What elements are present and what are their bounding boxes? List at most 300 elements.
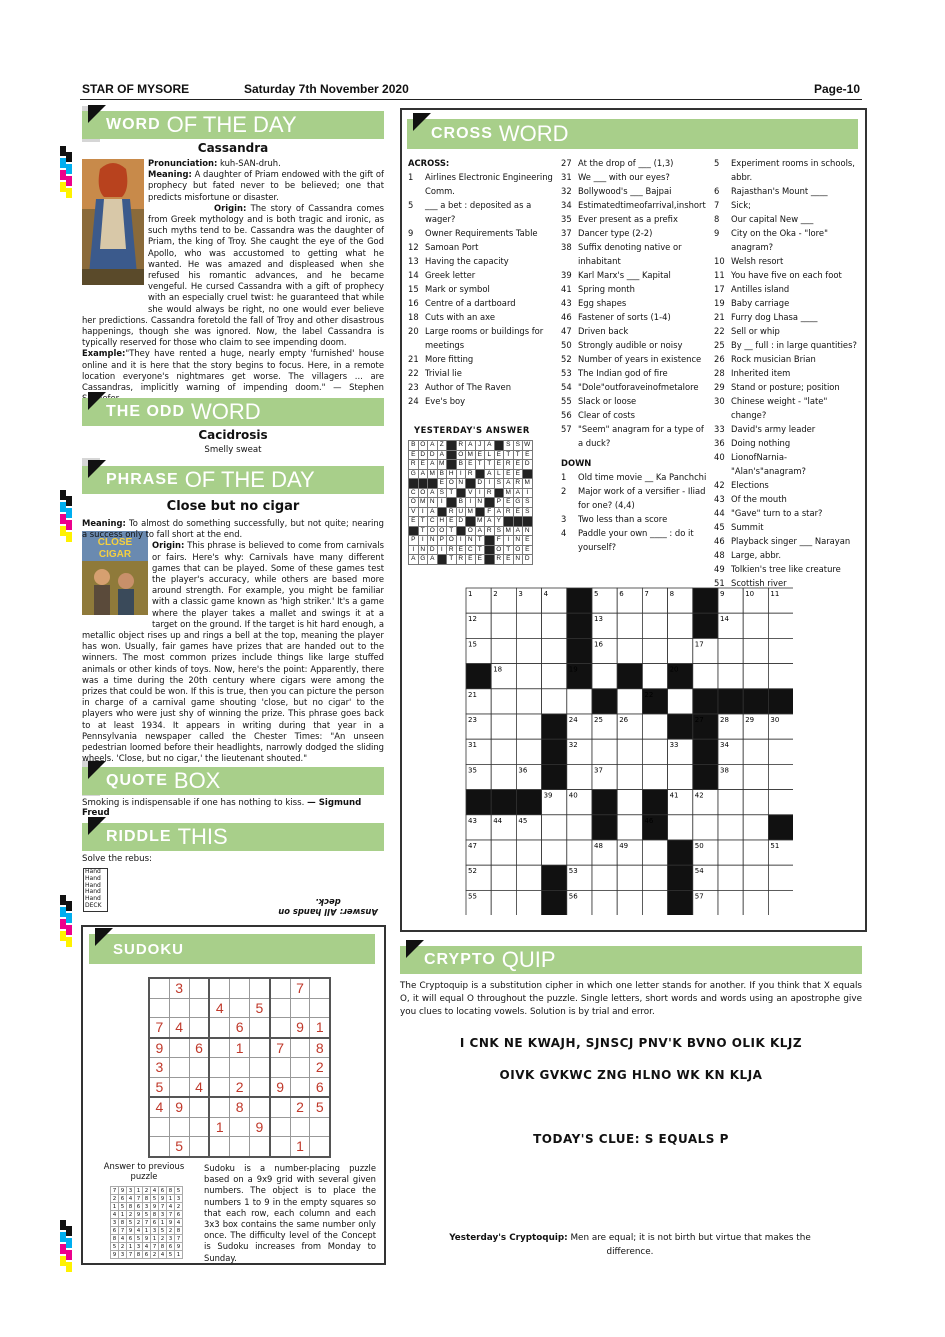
sudoku-cell[interactable] <box>310 1117 330 1137</box>
crossword-cell-number: 6 <box>619 590 624 598</box>
crossword-cell[interactable] <box>743 890 768 915</box>
sudoku-cell[interactable]: 8 <box>310 1038 330 1058</box>
sudoku-banner: SUDOKU <box>89 934 375 964</box>
sudoku-cell[interactable]: 7 <box>270 1038 290 1058</box>
sudoku-cell[interactable] <box>230 1137 250 1157</box>
cryptoquip-clue: TODAY'S CLUE: S EQUALS P <box>533 1132 729 1146</box>
sudoku-cell[interactable] <box>270 978 290 998</box>
sudoku-cell[interactable] <box>290 1117 310 1137</box>
yesterday-cell: T <box>447 488 457 498</box>
yesterday-cell: A <box>485 517 495 527</box>
crossword-cell[interactable] <box>592 890 617 915</box>
sudoku-cell[interactable] <box>270 1058 290 1078</box>
yesterday-cell: R <box>513 479 523 489</box>
yesterday-cell: V <box>409 507 419 517</box>
crossword-cell[interactable] <box>542 840 567 865</box>
crossword-cell-number: 53 <box>568 867 578 876</box>
crossword-cell[interactable] <box>668 689 693 714</box>
sudoku-cell[interactable]: 9 <box>169 1097 189 1117</box>
sudoku-grid[interactable] <box>148 977 331 1158</box>
sudoku-cell[interactable]: 7 <box>149 1018 169 1038</box>
yesterday-cell: Y <box>494 517 504 527</box>
clue <box>714 506 859 520</box>
cryptoquip-line2: OIVK GVKWC ZNG HLNO WK KN KLJA <box>499 1068 763 1082</box>
yesterday-cell: T <box>475 460 485 470</box>
sudoku-cell[interactable]: 1 <box>290 1137 310 1157</box>
crossword-black-cell <box>718 689 743 714</box>
yesterday-crossword <box>408 440 533 565</box>
crossword-cell[interactable] <box>642 613 667 638</box>
crossword-cell[interactable] <box>516 840 541 865</box>
crossword-cell[interactable] <box>567 840 592 865</box>
crossword-cell[interactable] <box>642 714 667 739</box>
crossword-cell[interactable] <box>567 764 592 789</box>
clue-text: Antilles island <box>731 284 790 294</box>
clue <box>408 282 558 296</box>
cryptoquip-banner: CRYPTO QUIP <box>400 946 862 974</box>
sudoku-cell[interactable] <box>290 1038 310 1058</box>
prev-sudoku-cell: 9 <box>111 1251 119 1259</box>
yesterday-cell: I <box>456 536 466 546</box>
crossword-cell[interactable] <box>542 664 567 689</box>
yesterday-cell: T <box>504 450 514 460</box>
sudoku-cell[interactable] <box>270 1117 290 1137</box>
sudoku-cell[interactable] <box>230 1117 250 1137</box>
prev-sudoku-cell: 4 <box>135 1227 143 1235</box>
rebus-box <box>83 868 108 912</box>
crossword-black-cell <box>542 714 567 739</box>
crossword-cell[interactable] <box>617 865 642 890</box>
crossword-cell[interactable] <box>718 890 743 915</box>
clue-text: Eve's boy <box>425 396 466 406</box>
yesterday-cell: N <box>475 498 485 508</box>
sudoku-cell[interactable] <box>149 998 169 1018</box>
clue <box>561 338 709 352</box>
crossword-cell[interactable] <box>642 865 667 890</box>
crossword-cell-number: 14 <box>720 615 729 624</box>
crossword-black-cell <box>567 588 592 613</box>
crossword-cell[interactable] <box>743 739 768 764</box>
crossword-cell[interactable] <box>592 865 617 890</box>
yesterday-cell <box>466 479 476 489</box>
sudoku-cell[interactable] <box>209 1097 229 1117</box>
sudoku-cell[interactable]: 5 <box>149 1077 169 1097</box>
clue <box>408 352 558 366</box>
crossword-cell-number: 38 <box>720 766 729 775</box>
clue-text: The Indian god of fire <box>578 368 668 378</box>
riddle-banner: RIDDLE THIS <box>82 823 384 851</box>
sudoku-cell[interactable] <box>249 1137 269 1157</box>
clue <box>714 184 859 198</box>
clue-number: 35 <box>561 214 572 224</box>
crossword-grid[interactable] <box>465 587 793 915</box>
clue-text: Bollywood's ___ Bajpai <box>578 186 672 196</box>
sudoku-cell[interactable] <box>249 1077 269 1097</box>
sudoku-cell[interactable] <box>209 1077 229 1097</box>
yesterday-cell: P <box>494 498 504 508</box>
yesterday-cell: N <box>513 555 523 565</box>
crossword-black-cell <box>668 890 693 915</box>
crossword-cell[interactable] <box>768 764 793 789</box>
clue-text: Samoan Port <box>425 242 479 252</box>
crossword-cell[interactable] <box>617 689 642 714</box>
sudoku-cell[interactable] <box>249 1018 269 1038</box>
sudoku-cell[interactable]: 4 <box>189 1077 209 1097</box>
sudoku-cell[interactable]: 2 <box>230 1077 250 1097</box>
crossword-black-cell <box>491 790 516 815</box>
rebus-word: Hand <box>85 881 101 889</box>
rebus-word: DECK <box>85 901 102 909</box>
crossword-cell[interactable] <box>642 764 667 789</box>
crossword-cell-number: 11 <box>770 590 780 598</box>
crossword-cell[interactable] <box>642 840 667 865</box>
crossword-cell[interactable] <box>768 865 793 890</box>
sudoku-cell[interactable] <box>290 1077 310 1097</box>
clue-text: Two less than a score <box>578 514 668 524</box>
yesterday-cell: A <box>428 488 438 498</box>
crossword-cell-number: 31 <box>468 741 477 750</box>
sudoku-cell[interactable] <box>189 1018 209 1038</box>
prev-sudoku-cell: 8 <box>159 1243 167 1251</box>
crossword-cell[interactable] <box>642 890 667 915</box>
crossword-cell[interactable] <box>516 689 541 714</box>
crossword-cell[interactable] <box>516 714 541 739</box>
sudoku-cell[interactable] <box>310 1137 330 1157</box>
registration-mark <box>66 901 72 911</box>
sudoku-cell[interactable] <box>230 998 250 1018</box>
crossword-cell[interactable] <box>718 815 743 840</box>
clue-number: 19 <box>714 298 725 308</box>
sudoku-cell[interactable] <box>189 1097 209 1117</box>
yesterday-cell: I <box>485 479 495 489</box>
crossword-cell[interactable] <box>768 664 793 689</box>
sudoku-cell[interactable] <box>270 1137 290 1157</box>
crossword-cell[interactable] <box>617 613 642 638</box>
crossword-cell[interactable] <box>491 840 516 865</box>
yesterday-cell: D <box>418 450 428 460</box>
sudoku-cell[interactable]: 6 <box>310 1077 330 1097</box>
clue-number: 9 <box>714 228 720 238</box>
yesterday-cell <box>494 488 504 498</box>
clue-text: Karl Marx's ___ Kapital <box>578 270 671 280</box>
clue-number: 22 <box>714 326 725 336</box>
crossword-cell[interactable] <box>617 739 642 764</box>
sudoku-cell[interactable]: 2 <box>290 1097 310 1117</box>
yesterday-cell: M <box>437 460 447 470</box>
yesterday-cell: F <box>485 507 495 517</box>
prev-sudoku-cell: 5 <box>119 1203 127 1211</box>
clue-number: 46 <box>714 536 725 546</box>
crossword-cell[interactable] <box>743 840 768 865</box>
sudoku-cell[interactable] <box>290 998 310 1018</box>
registration-mark <box>66 937 72 947</box>
yesterday-cell <box>485 545 495 555</box>
sudoku-cell[interactable] <box>209 1058 229 1078</box>
yesterday-cell: A <box>466 441 476 451</box>
sudoku-cell[interactable]: 6 <box>189 1038 209 1058</box>
sudoku-cell[interactable] <box>189 998 209 1018</box>
prev-sudoku-cell: 1 <box>119 1211 127 1219</box>
sudoku-cell[interactable] <box>209 978 229 998</box>
prev-sudoku-cell: 2 <box>143 1187 151 1195</box>
sudoku-cell[interactable]: 1 <box>209 1117 229 1137</box>
crossword-cell[interactable] <box>743 790 768 815</box>
sudoku-cell[interactable]: 9 <box>149 1038 169 1058</box>
yesterday-cell: O <box>418 488 428 498</box>
sudoku-cell[interactable]: 1 <box>230 1038 250 1058</box>
sudoku-cell[interactable] <box>189 1058 209 1078</box>
crossword-cell[interactable] <box>668 613 693 638</box>
clue-text: Chinese weight - "late" change? <box>731 396 828 420</box>
sudoku-cell[interactable] <box>209 1018 229 1038</box>
sudoku-cell[interactable] <box>189 1117 209 1137</box>
clue <box>408 324 558 352</box>
crossword-cell[interactable] <box>516 638 541 663</box>
clue-number: 1 <box>408 172 414 182</box>
crossword-cell[interactable] <box>567 689 592 714</box>
crossword-cell[interactable] <box>718 664 743 689</box>
crossword-black-cell <box>466 790 491 815</box>
sudoku-cell[interactable] <box>189 1137 209 1157</box>
sudoku-cell[interactable]: 8 <box>230 1097 250 1117</box>
yesterday-cell: T <box>513 450 523 460</box>
sudoku-cell[interactable] <box>169 1058 189 1078</box>
prev-sudoku-cell: 4 <box>167 1203 175 1211</box>
sudoku-cell[interactable]: 2 <box>310 1058 330 1078</box>
sudoku-cell[interactable] <box>169 1117 189 1137</box>
crossword-cell-number: 43 <box>468 816 477 825</box>
clue <box>561 240 709 268</box>
clue-number: 14 <box>408 270 419 280</box>
sudoku-cell[interactable] <box>290 1058 310 1078</box>
clue-text: Doing nothing <box>731 438 791 448</box>
crossword-cell[interactable] <box>516 664 541 689</box>
crossword-cell[interactable] <box>743 815 768 840</box>
crossword-cell[interactable] <box>491 890 516 915</box>
prev-sudoku-cell: 7 <box>143 1219 151 1227</box>
sudoku-cell[interactable] <box>169 1038 189 1058</box>
crossword-cell[interactable] <box>768 890 793 915</box>
crossword-cell[interactable] <box>491 689 516 714</box>
crossword-cell-number: 35 <box>468 766 477 775</box>
sudoku-cell[interactable]: 3 <box>169 978 189 998</box>
yesterday-cell: B <box>409 441 419 451</box>
crossword-cell[interactable] <box>491 638 516 663</box>
crossword-cell[interactable] <box>516 739 541 764</box>
sudoku-cell[interactable] <box>209 1038 229 1058</box>
rebus-word: Hand <box>85 868 101 875</box>
clue-text: Our capital New ___ <box>731 214 814 224</box>
clue-number: 7 <box>714 200 720 210</box>
clue <box>561 366 709 380</box>
prev-sudoku-cell: 7 <box>159 1203 167 1211</box>
crossword-cell[interactable] <box>491 739 516 764</box>
sudoku-cell[interactable]: 1 <box>310 1018 330 1038</box>
prev-sudoku-cell: 6 <box>167 1243 175 1251</box>
clue <box>561 408 709 422</box>
crossword-cell[interactable] <box>693 664 718 689</box>
sudoku-cell[interactable]: 9 <box>270 1077 290 1097</box>
crossword-cell[interactable] <box>617 890 642 915</box>
crossword-cell[interactable] <box>743 764 768 789</box>
clue-text: Suffix denoting native or inhabitant <box>578 242 682 266</box>
clue-text: Summit <box>731 522 764 532</box>
sudoku-cell[interactable]: 3 <box>149 1058 169 1078</box>
crossword-cell[interactable] <box>718 840 743 865</box>
yesterday-cell: C <box>428 517 438 527</box>
crossword-cell[interactable] <box>718 638 743 663</box>
sudoku-cell[interactable] <box>149 1137 169 1157</box>
prev-sudoku-cell: 1 <box>167 1195 175 1203</box>
sudoku-cell[interactable] <box>149 1117 169 1137</box>
sudoku-cell[interactable] <box>249 1038 269 1058</box>
clue-number: 5 <box>408 200 414 210</box>
clue-text: Trivial lie <box>425 368 462 378</box>
yesterday-cell: E <box>513 460 523 470</box>
yesterday-cell <box>513 517 523 527</box>
crossword-cell[interactable] <box>491 613 516 638</box>
clue <box>408 226 558 240</box>
sudoku-cell[interactable] <box>209 1137 229 1157</box>
yesterday-cell <box>466 517 476 527</box>
yesterday-cell <box>485 555 495 565</box>
sudoku-cell[interactable] <box>149 978 169 998</box>
sudoku-cell[interactable] <box>270 1018 290 1038</box>
yesterday-cell: O <box>437 526 447 536</box>
yesterday-cell <box>456 526 466 536</box>
yesterday-cell: M <box>466 450 476 460</box>
crossword-cell[interactable] <box>592 664 617 689</box>
clue-text: Elections <box>731 480 769 490</box>
sudoku-cell[interactable]: 5 <box>249 998 269 1018</box>
crossword-cell-number: 34 <box>720 741 729 750</box>
sudoku-cell[interactable] <box>249 978 269 998</box>
sudoku-cell[interactable] <box>169 1077 189 1097</box>
yesterday-cell: A <box>409 555 419 565</box>
yesterday-cell <box>409 526 419 536</box>
crossword-cell[interactable] <box>668 815 693 840</box>
sudoku-cell[interactable]: 5 <box>169 1137 189 1157</box>
crossword-cell-number: 55 <box>468 892 477 901</box>
crossword-cell[interactable] <box>542 689 567 714</box>
crossword-cell[interactable] <box>491 764 516 789</box>
crossword-cell[interactable] <box>768 638 793 663</box>
clue-number: 31 <box>561 172 572 182</box>
crossword-cell[interactable] <box>743 613 768 638</box>
crossword-cell[interactable] <box>542 613 567 638</box>
clue-number: 5 <box>714 158 720 168</box>
crossword-cell[interactable] <box>642 664 667 689</box>
crossword-cell[interactable] <box>617 764 642 789</box>
sudoku-cell[interactable]: 4 <box>209 998 229 1018</box>
prev-sudoku-cell: 9 <box>135 1211 143 1219</box>
prev-sudoku-cell: 8 <box>151 1211 159 1219</box>
crossword-cell[interactable] <box>542 638 567 663</box>
sudoku-cell[interactable]: 9 <box>290 1018 310 1038</box>
sudoku-cell[interactable] <box>310 978 330 998</box>
yesterday-cell: R <box>485 526 495 536</box>
sudoku-cell[interactable]: 4 <box>149 1097 169 1117</box>
clue <box>561 526 709 554</box>
crossword-cell[interactable] <box>718 790 743 815</box>
crossword-cell[interactable] <box>491 714 516 739</box>
crossword-cell-number: 1 <box>468 590 473 598</box>
yesterday-cell: R <box>466 469 476 479</box>
crossword-cell[interactable] <box>693 815 718 840</box>
crossword-cell[interactable] <box>592 739 617 764</box>
crossword-cell[interactable] <box>516 613 541 638</box>
crossword-black-cell <box>466 664 491 689</box>
yesterday-cell: T <box>447 555 457 565</box>
sudoku-cell[interactable]: 5 <box>310 1097 330 1117</box>
clue-text: Having the capacity <box>425 256 509 266</box>
clue-number: 39 <box>561 270 572 280</box>
sudoku-cell[interactable]: 4 <box>169 1018 189 1038</box>
prev-sudoku-cell: 1 <box>111 1203 119 1211</box>
sudoku-cell[interactable] <box>310 998 330 1018</box>
crossword-cell[interactable] <box>567 815 592 840</box>
crossword-cell[interactable] <box>743 664 768 689</box>
crossword-cell[interactable] <box>542 815 567 840</box>
clue <box>561 352 709 366</box>
sudoku-cell[interactable] <box>230 1058 250 1078</box>
yesterday-cell: D <box>523 555 533 565</box>
clue-text: Owner Requirements Table <box>425 228 538 238</box>
sudoku-cell[interactable]: 9 <box>249 1117 269 1137</box>
sudoku-cell[interactable] <box>169 998 189 1018</box>
sudoku-cell[interactable]: 7 <box>290 978 310 998</box>
clue-number: 2 <box>561 486 567 496</box>
clue <box>561 198 709 212</box>
crossword-cell[interactable] <box>642 739 667 764</box>
sudoku-cell[interactable] <box>270 1097 290 1117</box>
clue-text: Scottish river <box>731 578 787 588</box>
yesterday-cell: E <box>475 555 485 565</box>
clue-number: 53 <box>561 368 572 378</box>
sudoku-cell[interactable] <box>230 978 250 998</box>
crossword-cell[interactable] <box>743 865 768 890</box>
prev-sudoku-cell: 8 <box>167 1187 175 1195</box>
clue <box>561 156 709 170</box>
crossword-cell[interactable] <box>617 815 642 840</box>
sudoku-cell[interactable] <box>249 1058 269 1078</box>
crossword-cell[interactable] <box>668 764 693 789</box>
clue <box>408 198 558 226</box>
clue-number: 6 <box>714 186 720 196</box>
sudoku-cell[interactable] <box>270 998 290 1018</box>
crossword-cell[interactable] <box>516 890 541 915</box>
crossword-cell-number: 40 <box>568 791 578 800</box>
clue <box>561 512 709 526</box>
crossword-cell[interactable] <box>642 638 667 663</box>
crossword-cell[interactable] <box>617 790 642 815</box>
sudoku-cell[interactable] <box>189 978 209 998</box>
crossword-cell[interactable] <box>768 613 793 638</box>
sudoku-cell[interactable]: 6 <box>230 1018 250 1038</box>
crossword-cell[interactable] <box>491 865 516 890</box>
crossword-cell[interactable] <box>768 790 793 815</box>
crossword-cell[interactable] <box>768 739 793 764</box>
clue-text: Greek letter <box>425 270 476 280</box>
crossword-cell[interactable] <box>617 638 642 663</box>
crossword-cell[interactable] <box>743 638 768 663</box>
crossword-cell[interactable] <box>668 638 693 663</box>
crossword-cell-number: 22 <box>644 690 654 699</box>
sudoku-cell[interactable] <box>249 1097 269 1117</box>
crossword-cell[interactable] <box>516 865 541 890</box>
crossword-cell[interactable] <box>718 865 743 890</box>
registration-mark <box>66 520 72 530</box>
